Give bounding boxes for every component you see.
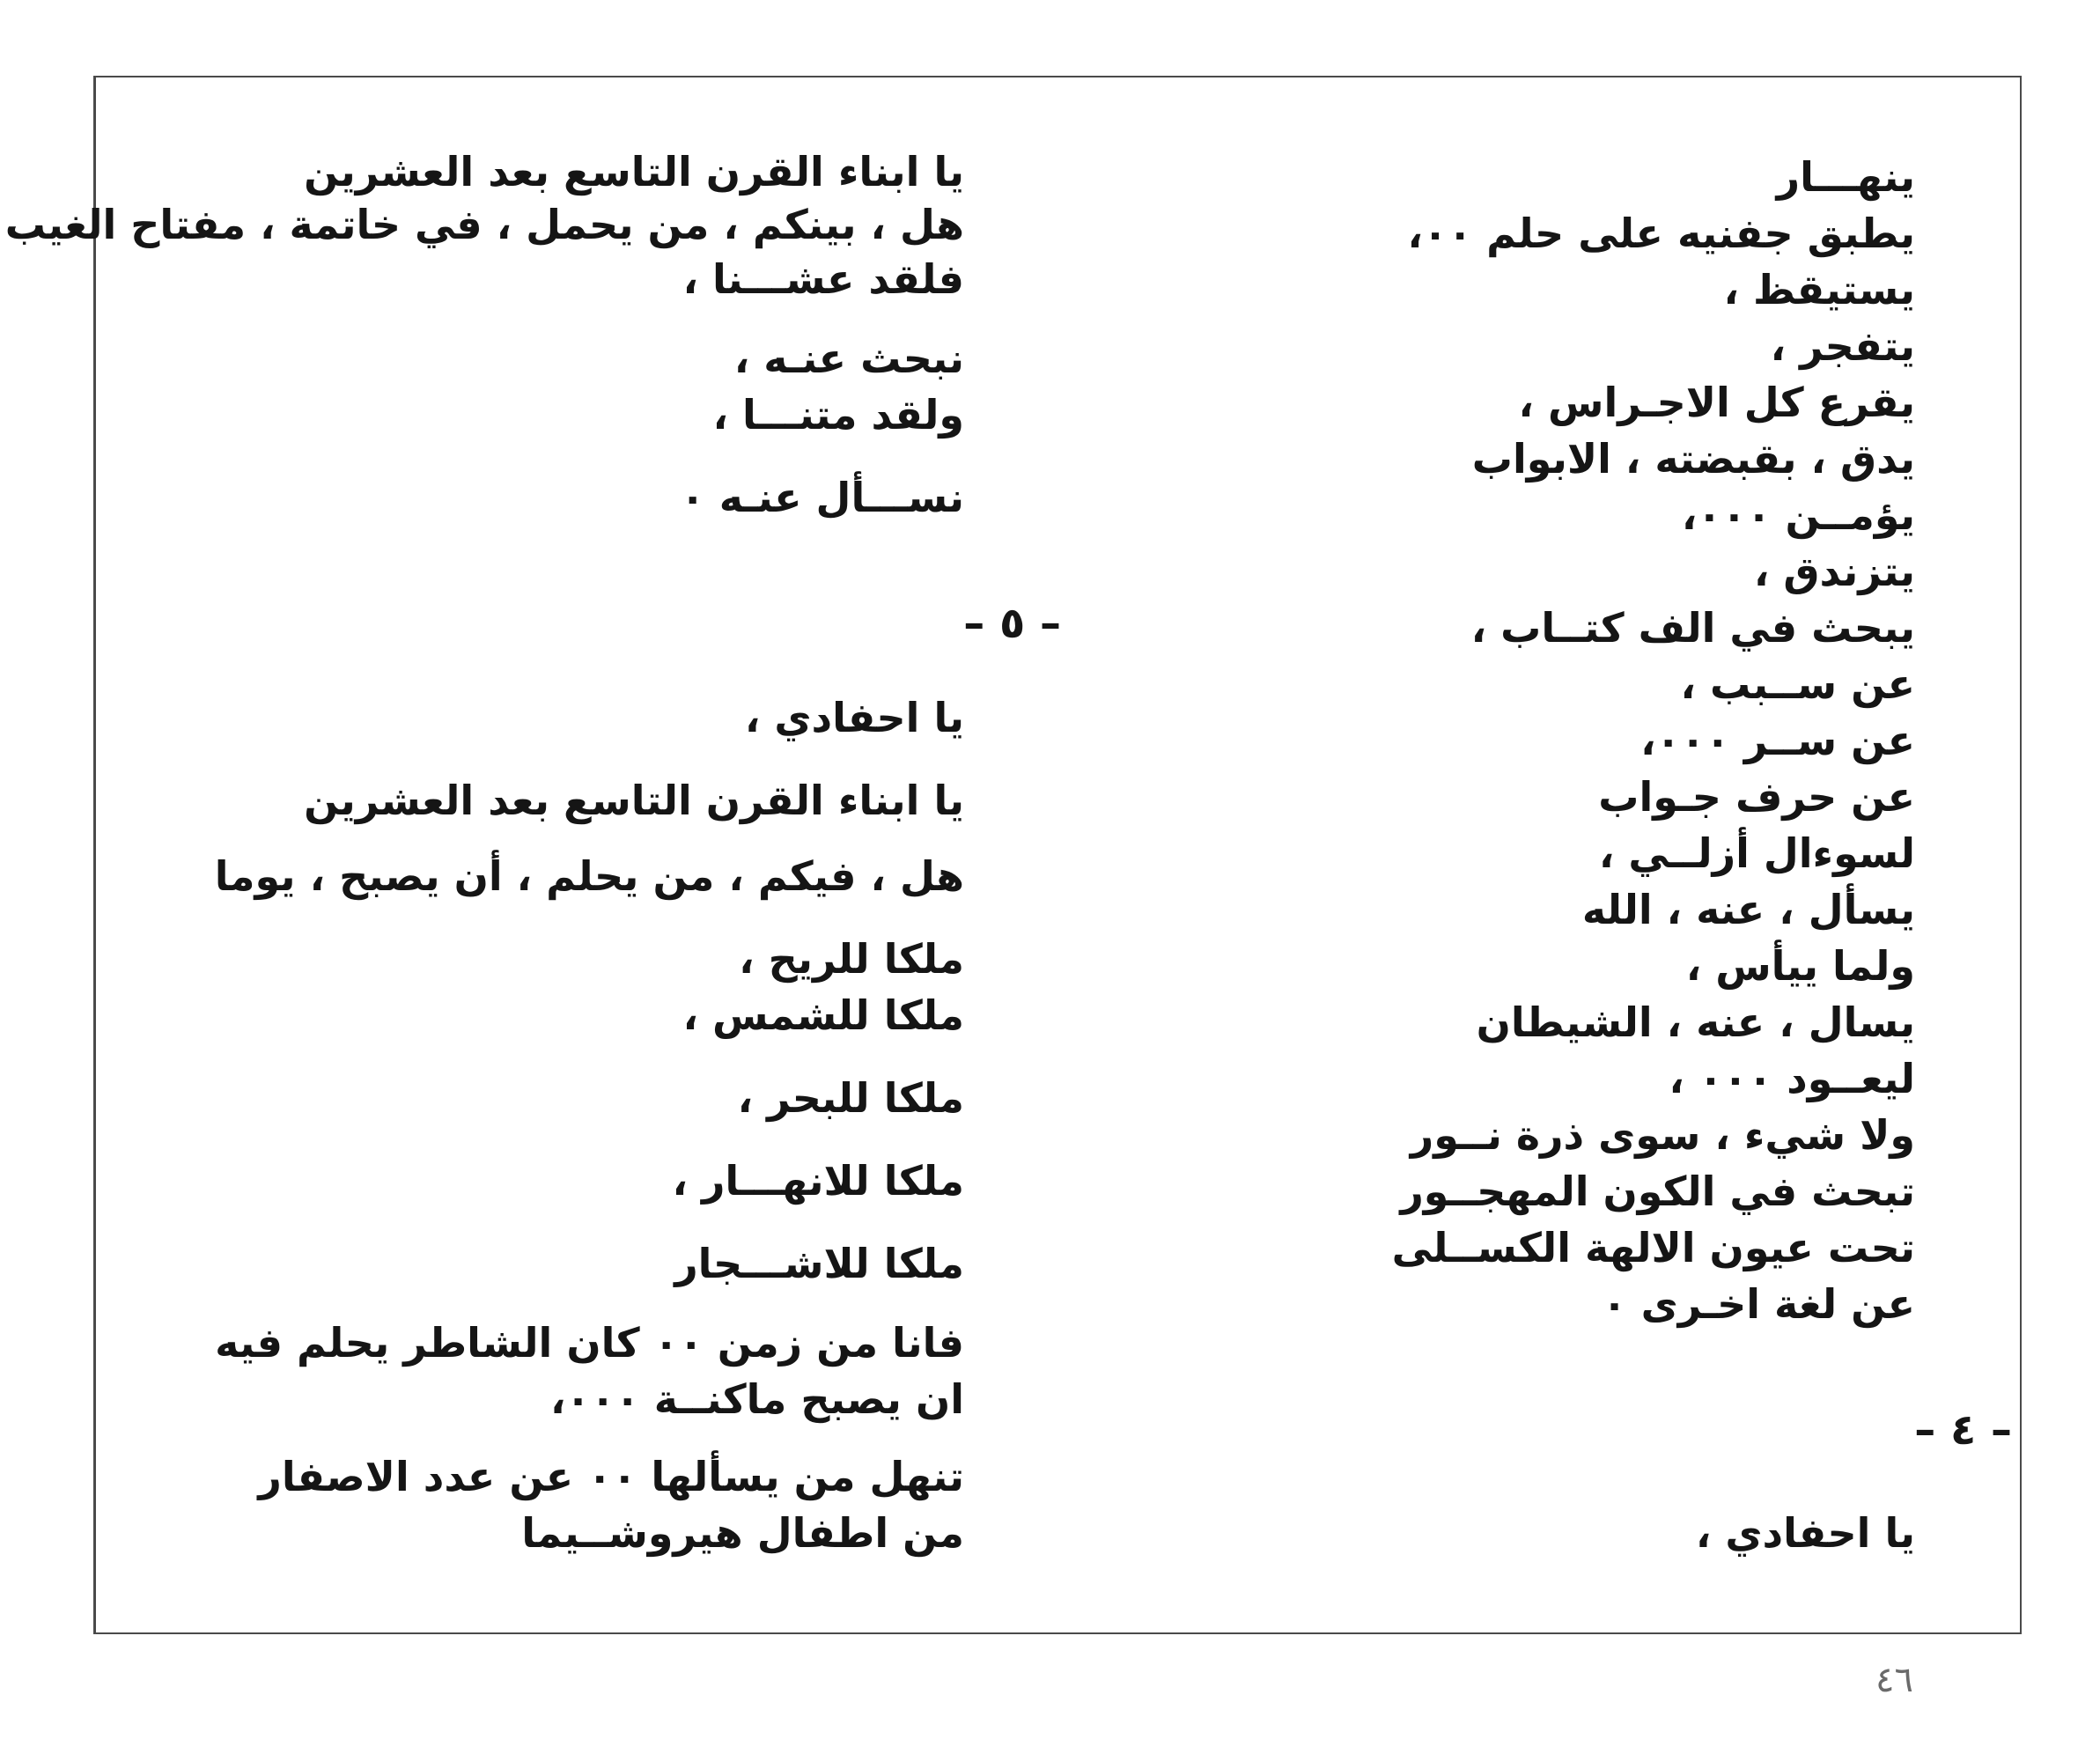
poem-line: يا ابناء القرن التاسع بعد العشرين — [304, 777, 964, 824]
poem-line: تنهل من يسألها ٠٠ عن عدد الاصفار — [258, 1453, 964, 1500]
poem-line: هل ، فيكم ، من يحلم ، أن يصبح ، يوما — [214, 852, 964, 900]
poem-line: عن لغة اخـرى ٠ — [1602, 1280, 1915, 1328]
poem-line: يا احفادي ، — [1695, 1509, 1915, 1557]
poem-line: يتفجر ، — [1770, 322, 1915, 370]
poem-line: ينهـــار — [1776, 153, 1915, 201]
poem-line: نبحث عنـه ، — [733, 335, 964, 382]
poem-line: ملكا للشمس ، — [682, 991, 964, 1039]
poem-line: تحت عيون الالهة الكســلى — [1391, 1224, 1915, 1271]
page-number: ٤٦ — [1875, 1660, 1913, 1700]
poem-line: فلقد عشـــنا ، — [682, 255, 964, 303]
poem-line: ان يصبح ماكنــة ٠٠٠، — [550, 1375, 964, 1423]
poem-line: يسأل ، عنه ، الله — [1581, 886, 1915, 933]
poem-line: ملكا للريح ، — [739, 935, 964, 983]
poem-line: فانا من زمن ٠٠ كان الشاطر يحلم فيه — [215, 1319, 964, 1367]
poem-line: ملكا للانهـــار ، — [672, 1157, 964, 1205]
poem-line: يسال ، عنه ، الشيطان — [1476, 998, 1915, 1046]
poem-line: يؤمــن ٠٠٠، — [1681, 491, 1915, 539]
poem-line: يا احفادي ، — [744, 694, 964, 741]
poem-line: يقرع كل الاجـراس ، — [1518, 379, 1915, 426]
poem-line: يا ابناء القرن التاسع بعد العشرين — [304, 148, 964, 195]
poem-line: ولا شيء ، سوى ذرة نــور — [1410, 1111, 1915, 1159]
poem-line: ليعــود ٠٠٠ ، — [1669, 1055, 1915, 1102]
poem-line: لسوءال أزلــي ، — [1598, 829, 1915, 877]
poem-line: ملكا للاشـــجار — [674, 1240, 964, 1287]
poem-line: عن ســر ٠٠٠، — [1640, 717, 1915, 764]
poem-line: تبحث في الكون المهجــور — [1400, 1168, 1915, 1215]
poem-line: من اطفال هيروشــيما — [521, 1509, 964, 1557]
poem-line: يطبق جفنيه على حلم ٠٠، — [1407, 210, 1915, 257]
poem-line: يستيقظ ، — [1723, 266, 1915, 313]
poem-line: هل ، بينكم ، من يحمل ، في خاتمة ، مفتاح الغيب — [4, 201, 964, 248]
poem-line: ولما ييأس ، — [1685, 942, 1915, 990]
poem-line: ولقد متنـــا ، — [712, 391, 964, 438]
poem-line: نســـأل عنـه ٠ — [680, 474, 964, 521]
section-marker-5: – ٥ – — [963, 599, 1061, 648]
poem-line: ملكا للبحر ، — [737, 1074, 964, 1122]
poem-line: يبحث في الف كتــاب ، — [1470, 604, 1915, 652]
section-marker-4: – ٤ – — [1914, 1405, 2012, 1455]
poem-line: عن حرف جـواب — [1598, 773, 1915, 821]
poem-line: يدق ، بقبضته ، الابواب — [1471, 435, 1915, 483]
poem-line: عن ســبب ، — [1680, 660, 1915, 708]
poem-line: يتزندق ، — [1753, 548, 1915, 595]
